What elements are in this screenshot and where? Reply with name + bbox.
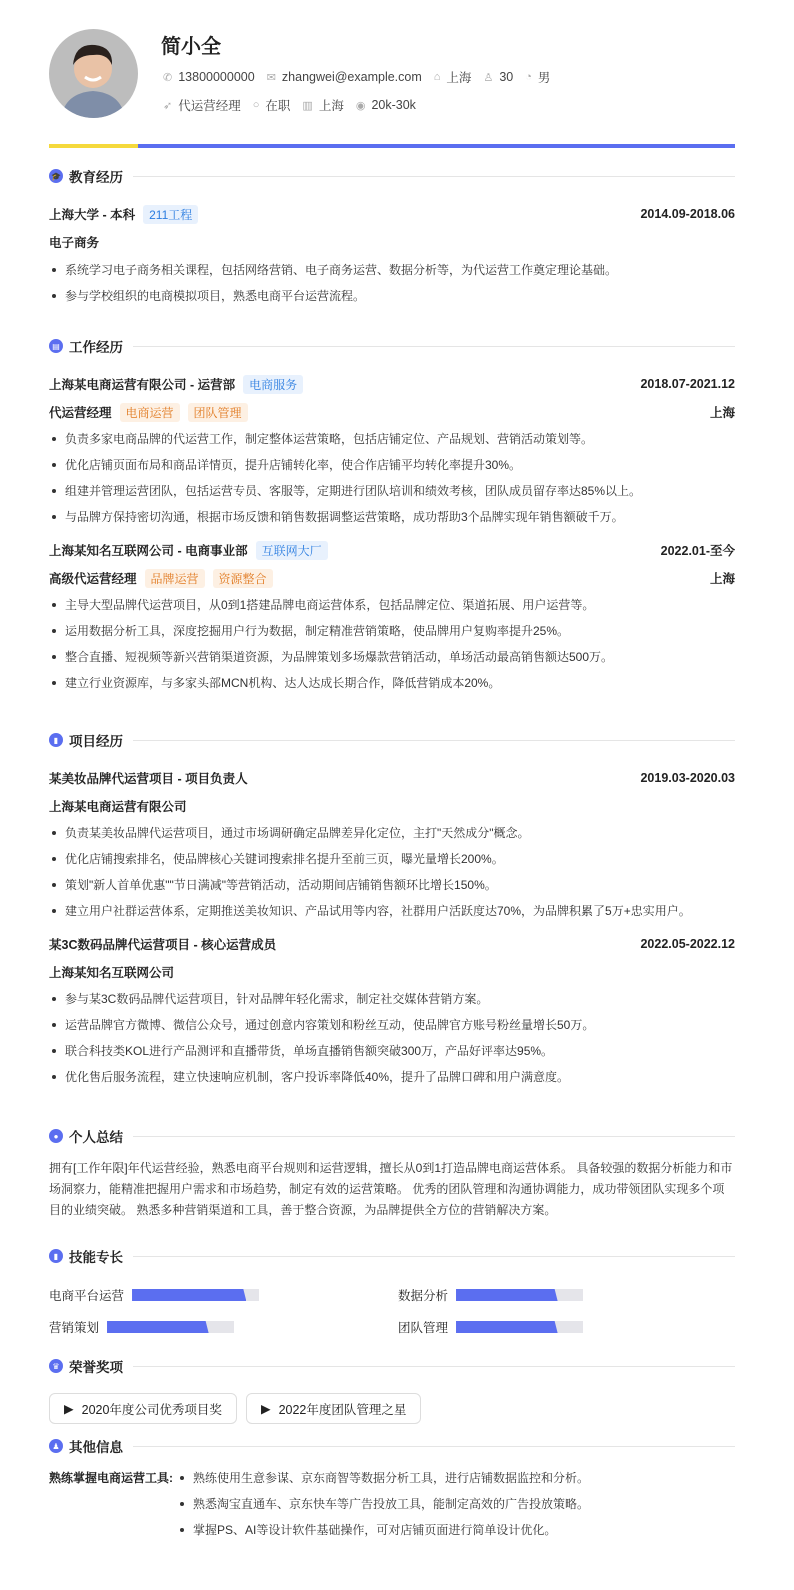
project-name: 某美妆品牌代运营项目 - 项目负责人 — [49, 772, 248, 786]
list-item: 优化店铺搜索排名，使品牌核心关键词搜索排名提升至前三页，曝光量增长200%。 — [49, 846, 735, 872]
home-icon: ⌂ — [433, 71, 441, 83]
list-item: 运用数据分析工具，深度挖掘用户行为数据，制定精准营销策略，使品牌用户复购率提升25%。 — [49, 618, 735, 644]
play-icon: ▶ — [64, 1402, 74, 1416]
role-tag: 资源整合 — [213, 569, 273, 588]
major: 电子商务 — [49, 236, 100, 250]
list-item: 优化售后服务流程，建立快速响应机制，客户投诉率降低40%，提升了品牌口碑和用户满意度。 — [49, 1064, 735, 1090]
section-title: 个人总结 — [69, 1130, 123, 1145]
role: 代运营经理 — [49, 406, 112, 420]
list-item: 建立行业资源库，与多家头部MCN机构、达人达成长期合作，降低营销成本20%。 — [49, 670, 735, 696]
section-title: 工作经历 — [69, 340, 123, 355]
project-org: 上海某电商运营有限公司 — [49, 800, 187, 814]
phone: 13800000000 — [178, 70, 255, 84]
role-tag: 团队管理 — [188, 403, 248, 422]
other-section — [49, 1436, 735, 1543]
date: 2022.05-2022.12 — [640, 937, 735, 951]
role-tag: 品牌运营 — [145, 569, 205, 588]
skill-level-fill — [107, 1321, 209, 1333]
award-item: ▶ 2020年度公司优秀项目奖 — [49, 1393, 237, 1424]
project-name: 某3C数码品牌代运营项目 - 核心运营成员 — [49, 938, 277, 952]
city: 上海 — [709, 572, 735, 586]
graduation-cap-icon: 🎓 — [49, 169, 63, 183]
list-item: 系统学习电子商务相关课程，包括网络营销、电子商务运营、数据分析等，为代运营工作奠定理论基础。 — [49, 257, 735, 283]
salary: 20k-30k — [371, 98, 416, 112]
list-item: 掌握PS、AI等设计软件基础操作，可对店铺页面进行简单设计优化。 — [177, 1517, 589, 1543]
skill-name: 营销策划 — [49, 1321, 100, 1335]
skill-item — [398, 1318, 735, 1336]
date: 2018.07-2021.12 — [640, 377, 735, 391]
resume — [49, 0, 735, 1537]
list-item: 熟悉淘宝直通车、京东快车等广告投放工具，能制定高效的广告投放策略。 — [177, 1491, 589, 1517]
list-item: 与品牌方保持密切沟通，根据市场反馈和销售数据调整运营策略，成功帮助3个品牌实现年销售额破千万。 — [49, 504, 735, 530]
work-section — [49, 336, 735, 696]
date: 2022.01-至今 — [660, 544, 735, 558]
skill-item — [49, 1318, 392, 1336]
list-item: 组建并管理运营团队，包括运营专员、客服等，定期进行团队培训和绩效考核，团队成员留存率达85%以上。 — [49, 478, 735, 504]
awards-section — [49, 1356, 735, 1424]
hometown: 上海 — [446, 71, 472, 85]
list-item: 参与学校组织的电商模拟项目，熟悉电商平台运营流程。 — [49, 283, 735, 309]
project-org: 上海某知名互联网公司 — [49, 966, 175, 980]
position: 代运营经理 — [178, 99, 241, 113]
skill-name: 数据分析 — [398, 1289, 449, 1303]
school: 上海大学 - 本科 — [49, 208, 136, 222]
skill-level-bar — [107, 1321, 234, 1333]
list-item: 整合直播、短视频等新兴营销渠道资源，为品牌策划多场爆款营销活动，单场活动最高销售额达500万。 — [49, 644, 735, 670]
email: zhangwei@example.com — [281, 70, 422, 84]
list-item: 策划"新人首单优惠""节日满减"等营销活动，活动期间店铺销售额环比增长150%。 — [49, 872, 735, 898]
play-icon: ▶ — [260, 1402, 271, 1416]
school-tag: 211工程 — [143, 205, 198, 224]
skill-level-bar — [456, 1321, 583, 1333]
other-label: 熟练掌握电商运营工具: — [49, 1471, 173, 1485]
avatar — [49, 29, 138, 118]
list-item: 优化店铺页面布局和商品详情页，提升店铺转化率，使合作店铺平均转化率提升30%。 — [49, 452, 735, 478]
summary-text: 拥有[工作年限]年代运营经验，熟悉电商平台规则和运营逻辑，擅长从0到1打造品牌电商运营体系。 具备较强的数据分析能力和市场洞察力，能精准把握用户需求和市场趋势，制定有效的运营策略。 优秀的团队管理和沟通协调能力，成功带领团队实现多个项目的业绩突破。 熟悉多种营销渠道和工具，善于整合资源，为品牌提供全方位的营销解决方案。 — [49, 1161, 733, 1217]
city: 上海 — [318, 99, 344, 113]
list-item: 负责某美妆品牌代运营项目，通过市场调研确定品牌差异化定位，主打"天然成分"概念。 — [49, 820, 735, 846]
list-item: 运营品牌官方微博、微信公众号，通过创意内容策划和粉丝互动，使品牌官方账号粉丝量增长50万。 — [49, 1012, 735, 1038]
skill-level-bar — [456, 1289, 583, 1301]
list-item: 联合科技类KOL进行产品测评和直播带货，单场直播销售额突破300万，产品好评率达95%。 — [49, 1038, 735, 1064]
send-icon: ➶ — [163, 99, 173, 112]
date: 2019.03-2020.03 — [640, 771, 735, 785]
education-section — [49, 166, 735, 309]
chart-icon: ▮ — [49, 733, 63, 747]
skill-level-fill — [456, 1289, 558, 1301]
company-tag: 电商服务 — [243, 375, 303, 394]
user-icon: ● — [49, 1129, 63, 1143]
section-title: 其他信息 — [69, 1440, 123, 1455]
list-item: 熟练使用生意参谋、京东商智等数据分析工具，进行店铺数据监控和分析。 — [177, 1465, 589, 1491]
job-intent-row — [163, 96, 416, 114]
gender-icon: ◔ — [525, 71, 532, 83]
skill-level-fill — [132, 1289, 246, 1301]
section-title: 技能专长 — [69, 1250, 123, 1265]
briefcase-icon: ▤ — [49, 339, 63, 353]
summary-section — [49, 1126, 735, 1221]
company: 上海某知名互联网公司 - 电商事业部 — [49, 544, 248, 558]
projects-section — [49, 730, 735, 1090]
gender: 男 — [537, 71, 551, 85]
section-title: 荣誉奖项 — [69, 1360, 123, 1375]
skill-item — [49, 1286, 392, 1304]
age-icon: ♙ — [483, 71, 494, 84]
role-tag: 电商运营 — [120, 403, 180, 422]
status-icon: ○ — [252, 99, 260, 111]
contact-row — [163, 68, 550, 86]
status: 在职 — [265, 99, 291, 113]
skills-section — [49, 1246, 735, 1336]
skill-item — [398, 1286, 735, 1304]
age: 30 — [499, 70, 514, 84]
skill-name: 电商平台运营 — [49, 1289, 125, 1303]
list-item: 主导大型品牌代运营项目，从0到1搭建品牌电商运营体系，包括品牌定位、渠道拓展、用户运营等。 — [49, 592, 735, 618]
section-title: 教育经历 — [69, 170, 123, 185]
section-title: 项目经历 — [69, 734, 123, 749]
skill-level-fill — [456, 1321, 558, 1333]
list-item: 建立用户社群运营体系，定期推送美妆知识、产品试用等内容，社群用户活跃度达70%，为品牌积累了5万+忠实用户。 — [49, 898, 735, 924]
award-icon: ♛ — [49, 1359, 63, 1373]
company: 上海某电商运营有限公司 - 运营部 — [49, 378, 236, 392]
list-item: 负责多家电商品牌的代运营工作，制定整体运营策略，包括店铺定位、产品规划、营销活动策划等。 — [49, 426, 735, 452]
date: 2014.09-2018.06 — [640, 207, 735, 221]
candidate-name: 简小全 — [161, 36, 221, 58]
award-item: ▶ 2022年度团队管理之星 — [246, 1393, 421, 1424]
company-tag: 互联网大厂 — [256, 541, 328, 560]
resume-header — [49, 0, 735, 148]
building-icon: ▥ — [302, 99, 313, 112]
skill-level-bar — [132, 1289, 259, 1301]
phone-icon: ✆ — [163, 71, 173, 84]
bar-chart-icon: ▮ — [49, 1249, 63, 1263]
header-divider — [49, 144, 735, 148]
skill-name: 团队管理 — [398, 1321, 449, 1335]
info-icon: ♟ — [49, 1439, 63, 1453]
city: 上海 — [709, 406, 735, 420]
salary-icon: ◉ — [355, 99, 366, 112]
role: 高级代运营经理 — [49, 572, 137, 586]
mail-icon: ✉ — [266, 71, 276, 84]
list-item: 参与某3C数码品牌代运营项目，针对品牌年轻化需求，制定社交媒体营销方案。 — [49, 986, 735, 1012]
